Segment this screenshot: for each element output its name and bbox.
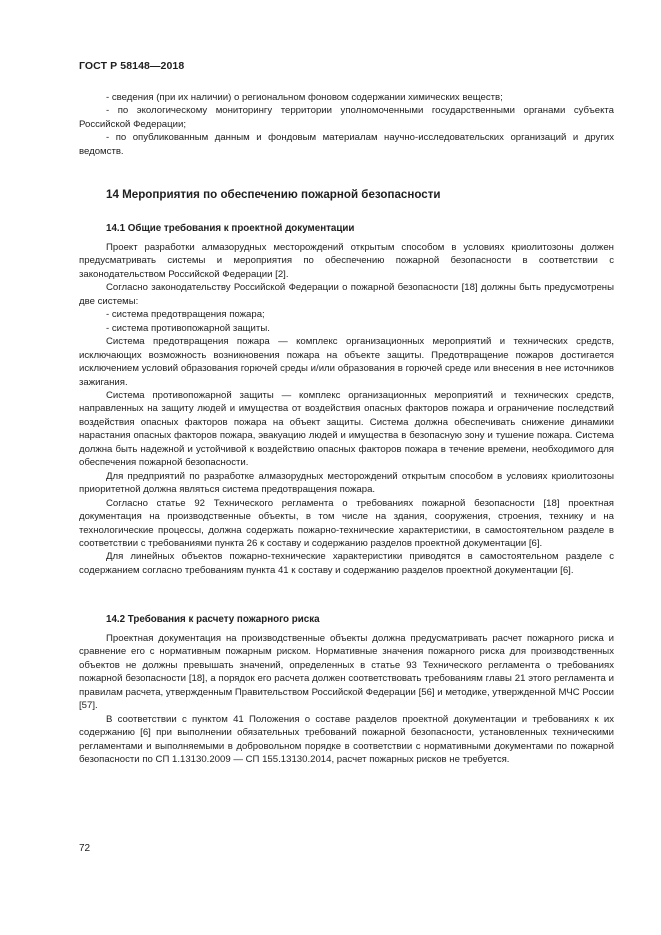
list-item: - по опубликованным данным и фондовым материалам научно-исследовательских организаций и других ведомств.: [79, 132, 614, 157]
paragraph: Согласно законодательству Российской Федерации о пожарной безопасности [18] должны быть предусмотрены две системы:: [79, 282, 614, 307]
section-14-1-heading: 14.1 Общие требования к проектной документации: [106, 223, 355, 234]
section-14-1-body: [79, 241, 614, 577]
paragraph: Для линейных объектов пожарно-технические характеристики приводятся в самостоятельном разделе с содержанием согласно требованиям пункта 41 к составу и содержанию разделов проектной документации [6].: [79, 551, 614, 576]
list-item: - система предотвращения пожара;: [106, 309, 265, 321]
document-standard-header: ГОСТ Р 58148—2018: [79, 60, 185, 72]
list-item: - система противопожарной защиты.: [106, 322, 270, 334]
section-14-2-body: [79, 632, 614, 767]
paragraph: Система предотвращения пожара — комплекс организационных мероприятий и технических средств, исключающих возможность возникновения пожара на объекте защиты. Предотвращение пожаров достигается исключением условий образования горючей среды и/или образования в горючей среде или внесения в нее источников зажигания.: [79, 336, 614, 388]
paragraph: Для предприятий по разработке алмазорудных месторождений открытым способом в условиях криолитозоны приоритетной должна являться система предотвращения пожара.: [79, 470, 614, 496]
page-number: 72: [79, 843, 91, 854]
paragraph: Проектная документация на производственные объекты должна предусматривать расчет пожарного риска и сравнение его с нормативным пожарным риском. Нормативные значения пожарного риска для производственных объектов не должны превышать значений, определенных в статье 93 Технического регламента о требованиях пожарной безопасности [18], а порядок его расчета должен соответствовать требованиям главы 21 этого регламента и правилам расчета, утвержденным Правительством Российской Федерации [56] и методике, утвержденной МЧС России [57].: [79, 633, 614, 712]
list-item: - сведения (при их наличии) о региональном фоновом содержании химических веществ;: [106, 92, 503, 103]
paragraph: Проект разработки алмазорудных месторождений открытым способом в условиях криолитозоны должен предусматривать системы и мероприятия по обеспечению пожарной безопасности в соответствии с законодательством Российской Федерации [2].: [79, 242, 614, 280]
section-14-2-heading: 14.2 Требования к расчету пожарного риска: [106, 614, 320, 625]
paragraph: Система противопожарной защиты — комплекс организационных мероприятий и технических средств, направленных на защиту людей и имущества от воздействия опасных факторов пожара и ограничение последствий воздействия опасных факторов пожара на объект защиты. Система должна обеспечивать снижение динамики нарастания опасных факторов пожара, эвакуацию людей и имущества в безопасную зону и тушение пожара. Система должна быть надежной и устойчивой к воздействию опасных факторов пожара в течение времени, необходимого для обеспечения пожарной безопасности.: [79, 389, 614, 469]
list-item: - по экологическому мониторингу территории уполномоченными государственными органами субъекта Российской Федерации;: [79, 105, 614, 130]
intro-list: [79, 91, 614, 158]
section-14-heading: 14 Мероприятия по обеспечению пожарной безопасности: [106, 188, 441, 201]
paragraph: В соответствии с пунктом 41 Положения о составе разделов проектной документации и требованиях к их содержанию [6] при выполнении обязательных требований пожарной безопасности, установленных техническими регламентами и выполняемыми в добровольном порядке в соответствии с нормативными документами по пожарной безопасности по СП 1.13130.2009 — СП 155.13130.2014, расчет пожарных рисков не требуется.: [79, 713, 614, 766]
paragraph: Согласно статье 92 Технического регламента о требованиях пожарной безопасности [18] проектная документация на производственные объекты, в том числе на здания, сооружения, строения, технику и на технологические процессы, должна содержать пожарно-технические характеристики, в самостоятельном разделе в соответствии с требованиями пункта 26 к составу и содержанию разделов проектной документации [6].: [79, 497, 614, 549]
